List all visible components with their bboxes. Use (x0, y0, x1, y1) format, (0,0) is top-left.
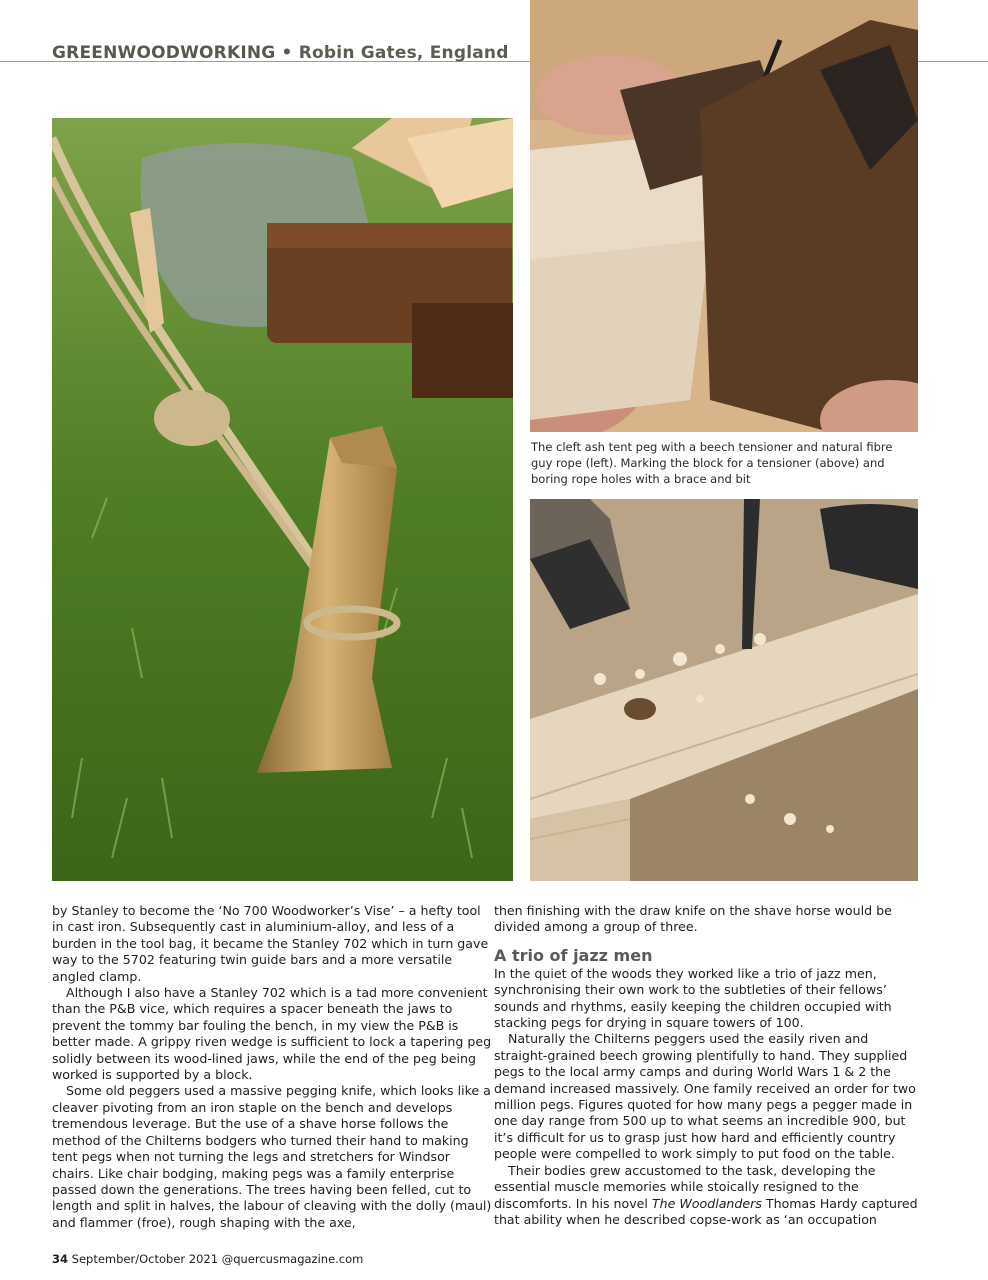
brace-and-bit-photo (530, 499, 918, 881)
website: @quercusmagazine.com (221, 1252, 364, 1266)
paragraph: then finishing with the draw knife on the shave horse would be divided among a group of three. (494, 903, 892, 935)
tent-peg-photo (52, 118, 513, 881)
paragraph-text: Their bodies grew accustomed to the task, developing the essential muscle memories while stoically resigned to the discomforts. In his novel (494, 1162, 876, 1211)
paragraph-text: Thomas Hardy captured that ability when he described copse-work as ‘an occupation (494, 1195, 918, 1227)
paragraph: Some old peggers used a massive pegging knife, which looks like a cleaver pivoting from an iron staple on the bench and develops tremendous leverage. But the use of a shave horse follows the method of the Chilterns bodgers who turned their hand to making tent pegs when not turning the legs and stretchers for Windsor chairs. Like chair bodging, making pegs was a family enterprise passed down the generations. The trees having been felled, cut to length and split in halves, the labour of cleaving with the dolly (maul) and flammer (froe), rough shaping with the axe, (52, 1083, 492, 1230)
paragraph (494, 1163, 924, 1229)
subheading: A trio of jazz men (494, 945, 653, 965)
marking-gauge-photo-svg (530, 0, 918, 432)
paragraph: In the quiet of the woods they worked like a trio of jazz men, synchronising their own work to the subtleties of their fellows’ sounds and rhythms, easily keeping the children occupied with stacking pegs for drying in square towers of 100. (494, 965, 892, 1031)
author-byline: Robin Gates, England (298, 43, 509, 63)
photo-caption: The cleft ash tent peg with a beech tensioner and natural fibre guy rope (left). Marking the block for a tensioner (above) and boring rope holes with a brace and bit (531, 440, 893, 486)
paragraph: by Stanley to become the ‘No 700 Woodworker’s Vise’ – a hefty tool in cast iron. Subsequently cast in aluminium-alloy, and less of a burden in the tool bag, it became the Stanley 702 which in turn gave way to the 5702 featuring twin guide bars and a more versatile angled clamp. (52, 903, 489, 984)
paragraph: Although I also have a Stanley 702 which is a tad more convenient than the P&B vice, which requires a spacer beneath the jaws to prevent the tommy bar fouling the bench, in my view the P&B is better made. A grippy riven wedge is sufficient to lock a tapering peg solidly between its wood-lined jaws, while the end of the peg being worked is supported by a block. (52, 985, 492, 1083)
brace-and-bit-photo-svg (530, 499, 918, 881)
issue-date: September/October 2021 (71, 1252, 219, 1266)
page-number: 34 (52, 1252, 69, 1266)
paragraph: Naturally the Chilterns peggers used the easily riven and straight-grained beech growing plentifully to hand. They supplied pegs to the local army camps and during World Wars 1 & 2 the demand increased massively. One family received an order for two million pegs. Figures quoted for how many pegs a pegger made in one day range from 500 up to what seems an incredible 900, but it’s difficult for us to grasp just how hard and efficiently country people were compelled to work simply to put food on the table. (494, 1031, 916, 1162)
tent-peg-photo-svg (52, 118, 513, 881)
article-column-right (494, 903, 924, 1228)
article-column-left (52, 903, 492, 1231)
section-title: GREENWOODWORKING (52, 43, 276, 63)
marking-gauge-photo (530, 0, 918, 432)
section-header (52, 43, 509, 63)
header-rule-right (918, 61, 988, 62)
header-separator: • (275, 43, 299, 63)
page-footer (52, 1252, 363, 1266)
book-title: The Woodlanders (651, 1195, 762, 1211)
